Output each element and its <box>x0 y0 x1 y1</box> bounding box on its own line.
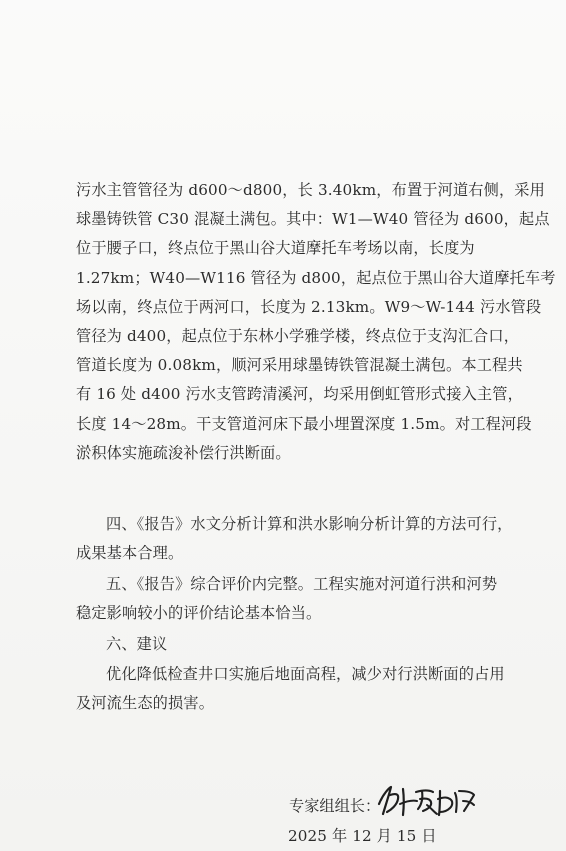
section-six-heading-block <box>76 630 516 659</box>
section-four <box>76 510 516 568</box>
body-line-2: 球墨铸铁管 C30 混凝土满包。其中：W1—W40 管径为 d600，起点 <box>76 210 550 229</box>
advice-line-1: 优化降低检查井口实施后地面高程，减少对行洪断面的占用 <box>106 665 505 683</box>
body-line-4: 1.27km；W40—W116 管径为 d800，起点位于黑山谷大道摩托车考 <box>76 268 556 287</box>
section-six-heading: 六、建议 <box>106 635 168 653</box>
body-line-7: 管道长度为 0.08km，顺河采用球墨铸铁管混凝土满包。本工程共 <box>76 356 523 375</box>
section-five <box>76 570 516 628</box>
body-line-10: 淤积体实施疏浚补偿行洪断面。 <box>76 443 291 462</box>
body-paragraph <box>76 176 556 468</box>
body-line-1: 污水主管管径为 d600～d800，长 3.40km，布置于河道右侧，采用 <box>76 181 545 199</box>
section-four-line-1: 四、《报告》水文分析计算和洪水影响分析计算的方法可行， <box>106 515 513 533</box>
section-five-line-1: 五、《报告》综合评价内完整。工程实施对河道行洪和河势 <box>106 575 498 593</box>
body-line-3: 位于腰子口，终点位于黑山谷大道摩托车考场以南，长度为 <box>76 239 475 258</box>
body-line-5: 场以南，终点位于两河口，长度为 2.13km。W9～W-144 污水管段 <box>76 297 542 316</box>
body-line-9: 长度 14～28m。干支管道河床下最小埋置深度 1.5m。对工程河段 <box>76 414 532 433</box>
body-line-6: 管径为 d400，起点位于东林小学雅学楼，终点位于支沟汇合口， <box>76 326 520 345</box>
advice-line-2: 及河流生态的损害。 <box>76 694 215 713</box>
advice-paragraph <box>76 660 516 718</box>
body-line-8: 有 16 处 d400 污水支管跨清溪河，均采用倒虹管形式接入主管， <box>76 385 523 404</box>
document-date: 2025 年 12 月 15 日 <box>288 827 437 845</box>
section-five-line-2: 稳定影响较小的评价结论基本恰当。 <box>76 604 322 623</box>
signature-label: 专家组组长： <box>289 797 381 815</box>
section-four-line-2: 成果基本合理。 <box>76 544 184 563</box>
signature-svg <box>373 781 478 819</box>
handwritten-signature <box>373 781 478 819</box>
